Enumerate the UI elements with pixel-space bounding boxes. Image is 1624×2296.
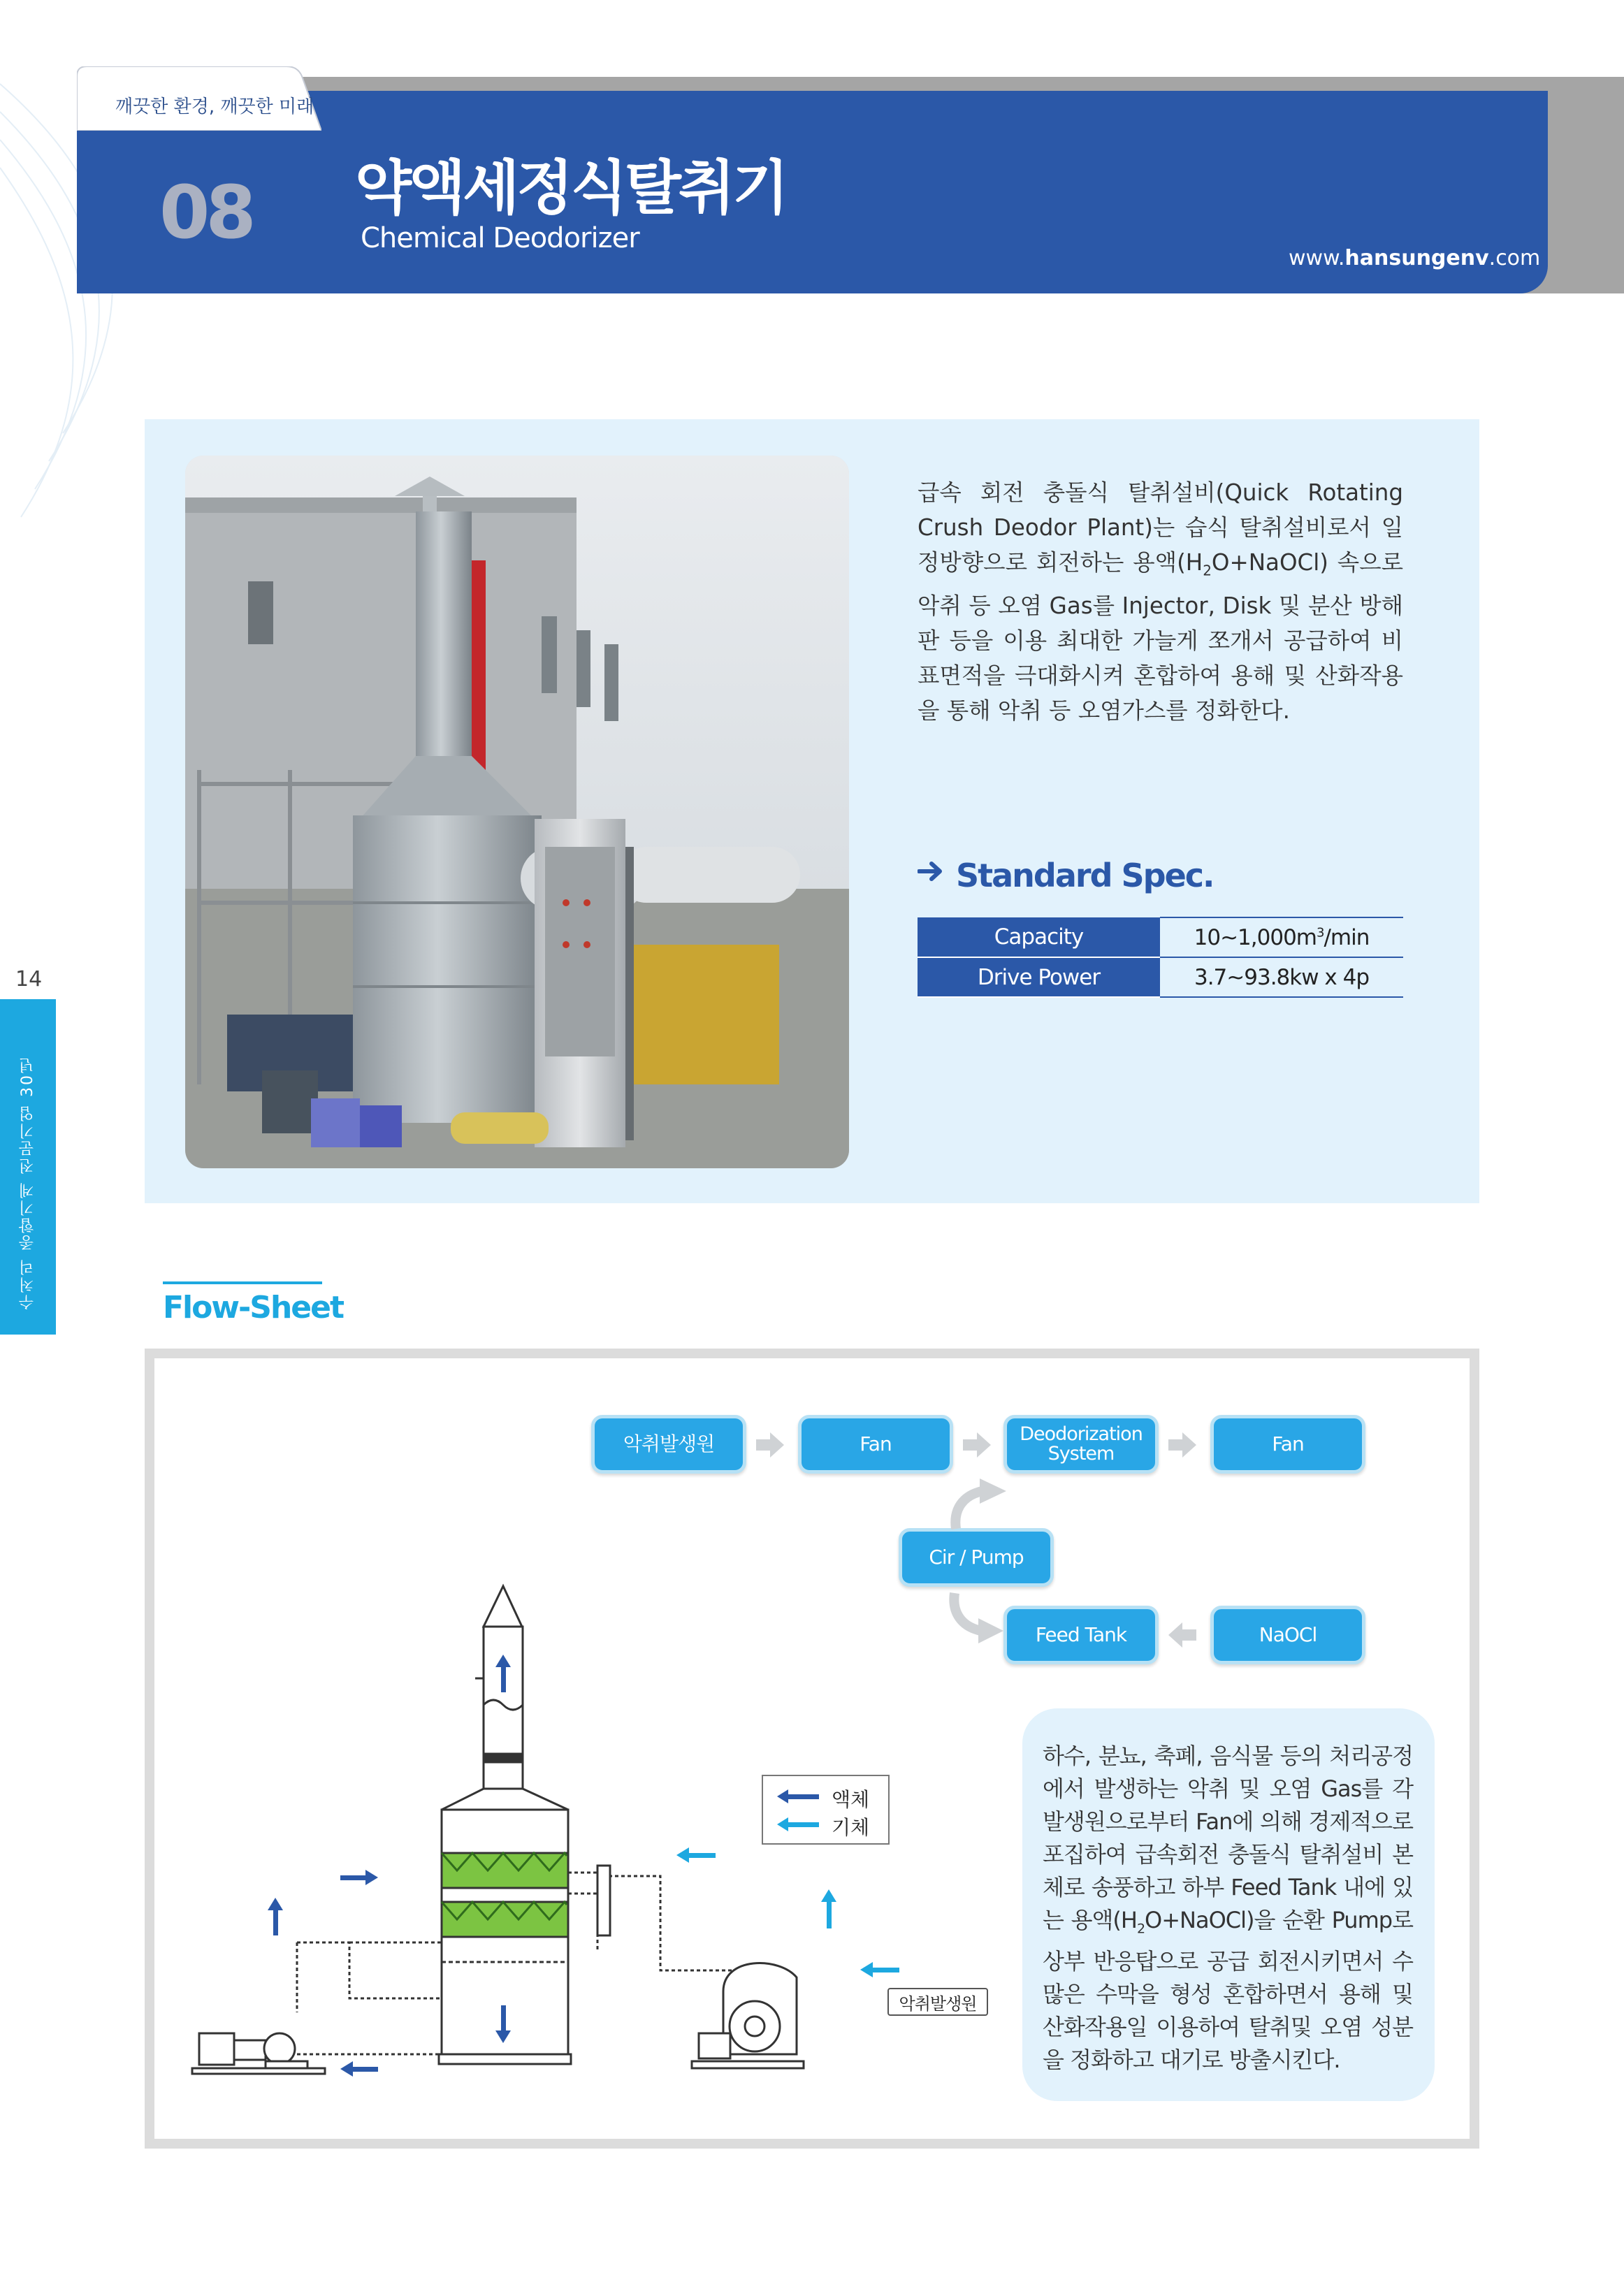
flow-node-deodorization-system: Deodorization System: [1003, 1415, 1159, 1474]
curved-arrow-up-icon: [948, 1474, 1010, 1530]
flow-sheet-rule: [163, 1281, 322, 1284]
flow-node-source: 악취발생원: [591, 1415, 746, 1474]
flow-node-feed-tank: Feed Tank: [1003, 1606, 1159, 1664]
legend-box: [762, 1775, 890, 1845]
section-number: 08: [159, 170, 252, 255]
page-title: 약액세정식탈취기: [355, 154, 787, 222]
flow-node-fan-exhaust: Fan: [1210, 1415, 1365, 1474]
spec-row: [918, 957, 1403, 997]
gas-arrow-icon: [776, 1817, 820, 1832]
flow-node-naocl: NaOCl: [1210, 1606, 1365, 1664]
arrow-right-icon: [755, 1431, 785, 1459]
side-tab-label: 수처리 종합기계 전문기업 30년: [19, 1056, 36, 1310]
legend-gas-label: 기체: [832, 1816, 870, 1839]
flow-node-cir-pump: Cir / Pump: [899, 1528, 1054, 1587]
deodorizer-photo-illustration: [185, 456, 849, 1168]
spec-label: Capacity: [918, 917, 1160, 957]
spec-label: Drive Power: [918, 957, 1160, 997]
website-link[interactable]: www.hansungenv.com: [1289, 246, 1541, 270]
tagline: 깨끗한 환경, 깨끗한 미래: [115, 96, 314, 117]
arrow-left-icon: [1167, 1621, 1198, 1649]
flow-note: 하수, 분뇨, 축폐, 음식물 등의 처리공정에서 발생하는 악취 및 오염 Gas를 각 발생원으로부터 Fan에 의해 경제적으로 포집하여 급속회전 충돌식 탈취설비 본체로 송풍하고 하부 Feed Tank 내에 있는 용액$(H_2O+NaOCl)$을 순환 Pump로 상부 반응탑으로 공급 회전시키면서 수 많은 수막을 형성 혼합하면서 용해 및 산화작용일 이용하여 탈취및 오염 성분을 정화하고 대기로 방출시킨다.: [1043, 1743, 1413, 2074]
intro-description: 급속 회전 충돌식 탈취설비(Quick Rotating Crush Deodor Plant)는 습식 탈취설비로서 일정방향으로 회전하는 용액$(H_2O+NaOCl)$ 속으로 악취 등 오염 Gas를 Injector, Disk 및 분산 방해판 등을 이용 최대한 가늘게 쪼개서 공급하여 비표면적을 극대화시켜 혼합하여 용해 및 산화작용을 통해 악취 등 오염가스를 정화한다.: [918, 479, 1403, 724]
spec-value: $10\sim 1,000m^3/\min$: [1160, 917, 1403, 957]
spec-table: [918, 917, 1403, 998]
deodorizer-photo: [185, 456, 849, 1168]
arrow-right-icon: [1167, 1431, 1198, 1459]
flow-sheet-title: Flow-Sheet: [163, 1290, 344, 1325]
spec-title: Standard Spec.: [956, 857, 1214, 894]
page-number: 14: [15, 967, 43, 991]
arrow-right-icon: [918, 861, 948, 882]
page-subtitle: Chemical Deodorizer: [361, 222, 639, 254]
liquid-arrow-icon: [776, 1789, 820, 1804]
arrow-right-icon: [962, 1431, 992, 1459]
flow-node-fan: Fan: [798, 1415, 953, 1474]
spec-value: 3.7~93.8kw x 4p: [1160, 957, 1403, 997]
legend-liquid-label: 액체: [832, 1788, 870, 1811]
diagram-source-label: 악취발생원: [887, 1988, 988, 2016]
spec-row: [918, 917, 1403, 957]
